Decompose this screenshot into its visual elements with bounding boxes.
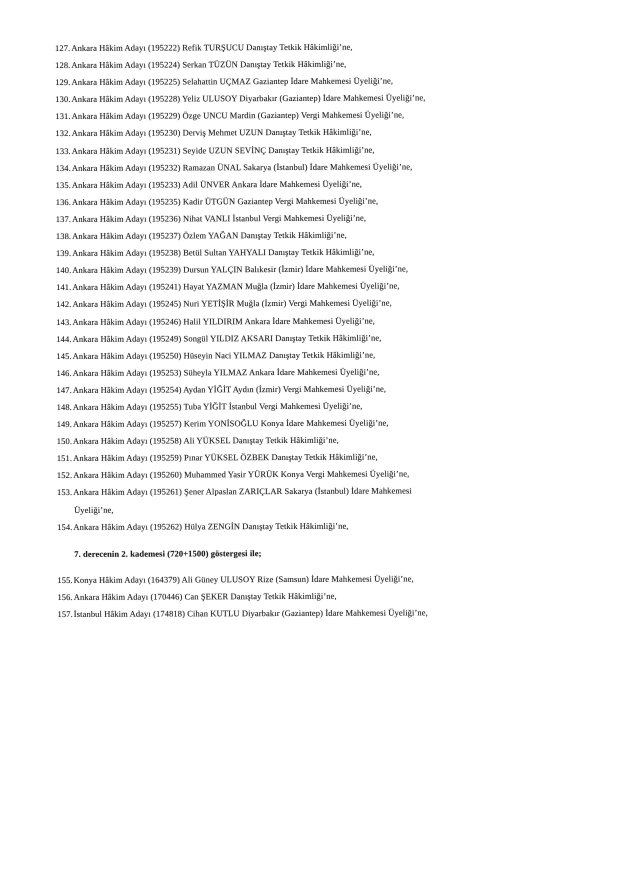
entry-text: Ankara Hâkim Adayı (195253) Süheyla YILMAZ Ankara İdare Mahkemesi Üyeliği’ne, bbox=[72, 366, 380, 378]
entry-number: 127. bbox=[55, 42, 71, 53]
entry-number: 142. bbox=[56, 299, 72, 310]
list-item bbox=[55, 38, 535, 57]
list-item bbox=[56, 209, 536, 228]
list-item bbox=[57, 465, 537, 484]
entry-number: 147. bbox=[56, 384, 72, 395]
entry-text: Ankara Hâkim Adayı (195235) Kadir ÜTGÜN Gaziantep Vergi Mahkemesi Üyeliği’ne, bbox=[71, 195, 379, 207]
appointment-list-2 bbox=[57, 570, 537, 623]
list-item bbox=[56, 260, 536, 279]
entry-number: 135. bbox=[55, 179, 71, 190]
list-item bbox=[56, 311, 536, 330]
entry-text: İstanbul Hâkim Adayı (174818) Cihan KUTLU Diyarbakır (Gaziantep) İdare Mahkemesi Üyeliği’ne, bbox=[73, 607, 428, 619]
entry-text: Ankara Hâkim Adayı (195241) Hayat YAZMAN Muğla (İzmir) İdare Mahkemesi Üyeliği’ne, bbox=[72, 280, 400, 293]
entry-number: 140. bbox=[55, 265, 72, 276]
list-item bbox=[56, 294, 536, 313]
list-item bbox=[56, 363, 536, 382]
list-item bbox=[57, 431, 537, 450]
list-item bbox=[56, 226, 536, 245]
list-item bbox=[56, 380, 536, 399]
entry-text: Ankara Hâkim Adayı (195257) Kerim YONİSOĞLU Konya İdare Mahkemesi Üyeliği’ne, bbox=[72, 417, 389, 429]
entry-number: 154. bbox=[57, 521, 73, 532]
entry-text: Ankara Hâkim Adayı (195259) Pınar YÜKSEL ÖZBEK Danıştay Tetkik Hâkimliği’ne, bbox=[73, 451, 378, 464]
entry-text: Ankara Hâkim Adayı (195258) Ali YÜKSEL Danıştay Tetkik Hâkimliği’ne, bbox=[73, 434, 339, 447]
list-item bbox=[57, 414, 537, 433]
entry-text: Ankara Hâkim Adayı (195261) Şener Alpaslan ZARIÇLAR Sakarya (İstanbul) İdare Mahkemesi bbox=[73, 485, 412, 498]
entry-number: 144. bbox=[56, 333, 72, 344]
appointment-list-1 bbox=[55, 38, 537, 536]
entry-number: 136. bbox=[55, 196, 72, 207]
list-item bbox=[57, 448, 537, 467]
entry-number: 156. bbox=[57, 591, 73, 602]
entry-number: 141. bbox=[56, 282, 72, 293]
entry-text: Ankara Hâkim Adayı (170446) Can ŞEKER Danıştay Tetkik Hâkimliği’ne, bbox=[73, 590, 337, 602]
entry-number: 131. bbox=[55, 111, 71, 122]
entry-number: 139. bbox=[55, 248, 72, 259]
entry-number: 152. bbox=[56, 470, 73, 481]
list-item bbox=[56, 277, 536, 296]
list-item bbox=[56, 175, 536, 194]
entry-text: Ankara Hâkim Adayı (195236) Nihat VANLI İstanbul Vergi Mahkemesi Üyeliği’ne, bbox=[72, 212, 367, 224]
list-item bbox=[57, 517, 537, 536]
entry-number: 130. bbox=[55, 94, 71, 105]
entry-number: 151. bbox=[56, 453, 73, 464]
entry-number: 148. bbox=[56, 401, 72, 412]
list-item bbox=[57, 397, 537, 416]
entry-number: 149. bbox=[56, 418, 72, 430]
entry-text: Ankara Hâkim Adayı (195238) Betül Sultan YAHYALI Danıştay Tetkik Hâkimliği’ne, bbox=[72, 246, 375, 259]
entry-text: Ankara Hâkim Adayı (195245) Nuri YETİŞİR Muğla (İzmir) Vergi Mahkemesi Üyeliği’ne, bbox=[72, 297, 392, 310]
list-item bbox=[57, 570, 537, 589]
entry-text: Ankara Hâkim Adayı (195262) Hülya ZENGİN Danıştay Tetkik Hâkimliği’ne, bbox=[73, 520, 349, 532]
entry-text: Ankara Hâkim Adayı (195224) Serkan TÜZÜN Danıştay Tetkik Hâkimliği’ne, bbox=[71, 58, 347, 71]
entry-text: Ankara Hâkim Adayı (195233) Adil ÜNVER Ankara İdare Mahkemesi Üyeliği’ne, bbox=[71, 178, 363, 190]
list-item bbox=[56, 328, 536, 347]
list-item bbox=[55, 89, 535, 108]
entry-text: Ankara Hâkim Adayı (195222) Refik TURŞUCU Danıştay Tetkik Hâkimliği’ne, bbox=[71, 41, 353, 53]
grade-step-heading: 7. derecenin 2. kademesi (720+1500) göstergesi ile; bbox=[74, 547, 262, 559]
entry-text: Ankara Hâkim Adayı (195232) Ramazan ÜNAL Sakarya (İstanbul) İdare Mahkemesi Üyeliği’ne, bbox=[71, 161, 413, 173]
list-item bbox=[55, 123, 535, 142]
entry-text: Ankara Hâkim Adayı (195255) Tuba YİĞİT İstanbul Vergi Mahkemesi Üyeliği’ne, bbox=[72, 400, 363, 412]
entry-number: 145. bbox=[56, 350, 72, 361]
entry-text: Ankara Hâkim Adayı (195237) Özlem YAĞAN Danıştay Tetkik Hâkimliği’ne, bbox=[72, 229, 347, 241]
entry-number: 133. bbox=[55, 145, 71, 156]
list-item bbox=[57, 482, 537, 518]
entry-number: 134. bbox=[55, 162, 71, 173]
document-text-block bbox=[55, 38, 538, 623]
entry-text: Ankara Hâkim Adayı (195246) Halil YILDIRIM Ankara İdare Mahkemesi Üyeliği’ne, bbox=[72, 315, 375, 327]
entry-number: 153. bbox=[56, 487, 73, 498]
entry-text: Ankara Hâkim Adayı (195260) Muhammed Yasir YÜRÜK Konya Vergi Mahkemesi Üyeliği’ne, bbox=[73, 468, 410, 481]
list-item bbox=[55, 72, 535, 91]
list-item bbox=[56, 243, 536, 262]
list-item bbox=[56, 346, 536, 365]
entry-number: 138. bbox=[55, 230, 72, 242]
list-item bbox=[57, 604, 537, 623]
entry-number: 132. bbox=[55, 128, 71, 139]
list-item bbox=[56, 158, 536, 177]
list-item bbox=[55, 55, 535, 74]
entry-number: 137. bbox=[55, 213, 72, 224]
list-item bbox=[55, 140, 535, 159]
entry-text: Ankara Hâkim Adayı (195250) Hüseyin Naci YILMAZ Danıştay Tetkik Hâkimliği’ne, bbox=[72, 349, 376, 361]
entry-number: 143. bbox=[56, 316, 72, 327]
list-item bbox=[57, 587, 537, 606]
list-item bbox=[55, 106, 535, 125]
entry-number: 146. bbox=[56, 367, 72, 378]
entry-text: Ankara Hâkim Adayı (195229) Özge UNCU Mardin (Gaziantep) Vergi Mahkemesi Üyeliği’ne, bbox=[71, 109, 405, 122]
entry-text: Ankara Hâkim Adayı (195249) Songül YILDIZ AKSARI Danıştay Tetkik Hâkimliği’ne, bbox=[72, 332, 382, 344]
entry-text: Ankara Hâkim Adayı (195225) Selahattin UÇMAZ Gaziantep İdare Mahkemesi Üyeliği’ne, bbox=[71, 75, 394, 88]
entry-number: 150. bbox=[56, 436, 73, 447]
entry-text: Konya Hâkim Adayı (164379) Ali Güney ULUSOY Rize (Samsun) İdare Mahkemesi Üyeliği’ne, bbox=[73, 573, 414, 585]
entry-number: 155. bbox=[57, 574, 73, 585]
entry-text: Ankara Hâkim Adayı (195231) Seyide UZUN SEVİNÇ Danıştay Tetkik Hâkimliği’ne, bbox=[71, 144, 375, 156]
entry-text-continuation: Üyeliği’ne, bbox=[74, 504, 114, 515]
entry-number: 157. bbox=[57, 608, 73, 619]
entry-number: 129. bbox=[55, 77, 71, 88]
entry-text: Ankara Hâkim Adayı (195239) Dursun YALÇIN Balıkesir (İzmir) İdare Mahkemesi Üyeliği’ne, bbox=[72, 263, 409, 276]
entry-text: Ankara Hâkim Adayı (195228) Yeliz ULUSOY Diyarbakır (Gaziantep) İdare Mahkemesi Üyeliği’ne, bbox=[71, 92, 426, 105]
entry-number: 128. bbox=[55, 60, 71, 71]
list-item bbox=[56, 192, 536, 211]
entry-text: Ankara Hâkim Adayı (195254) Aydan YİĞİT Aydın (İzmir) Vergi Mahkemesi Üyeliği’ne, bbox=[72, 383, 387, 395]
entry-text: Ankara Hâkim Adayı (195230) Derviş Mehmet UZUN Danıştay Tetkik Hâkimliği’ne, bbox=[71, 127, 372, 139]
